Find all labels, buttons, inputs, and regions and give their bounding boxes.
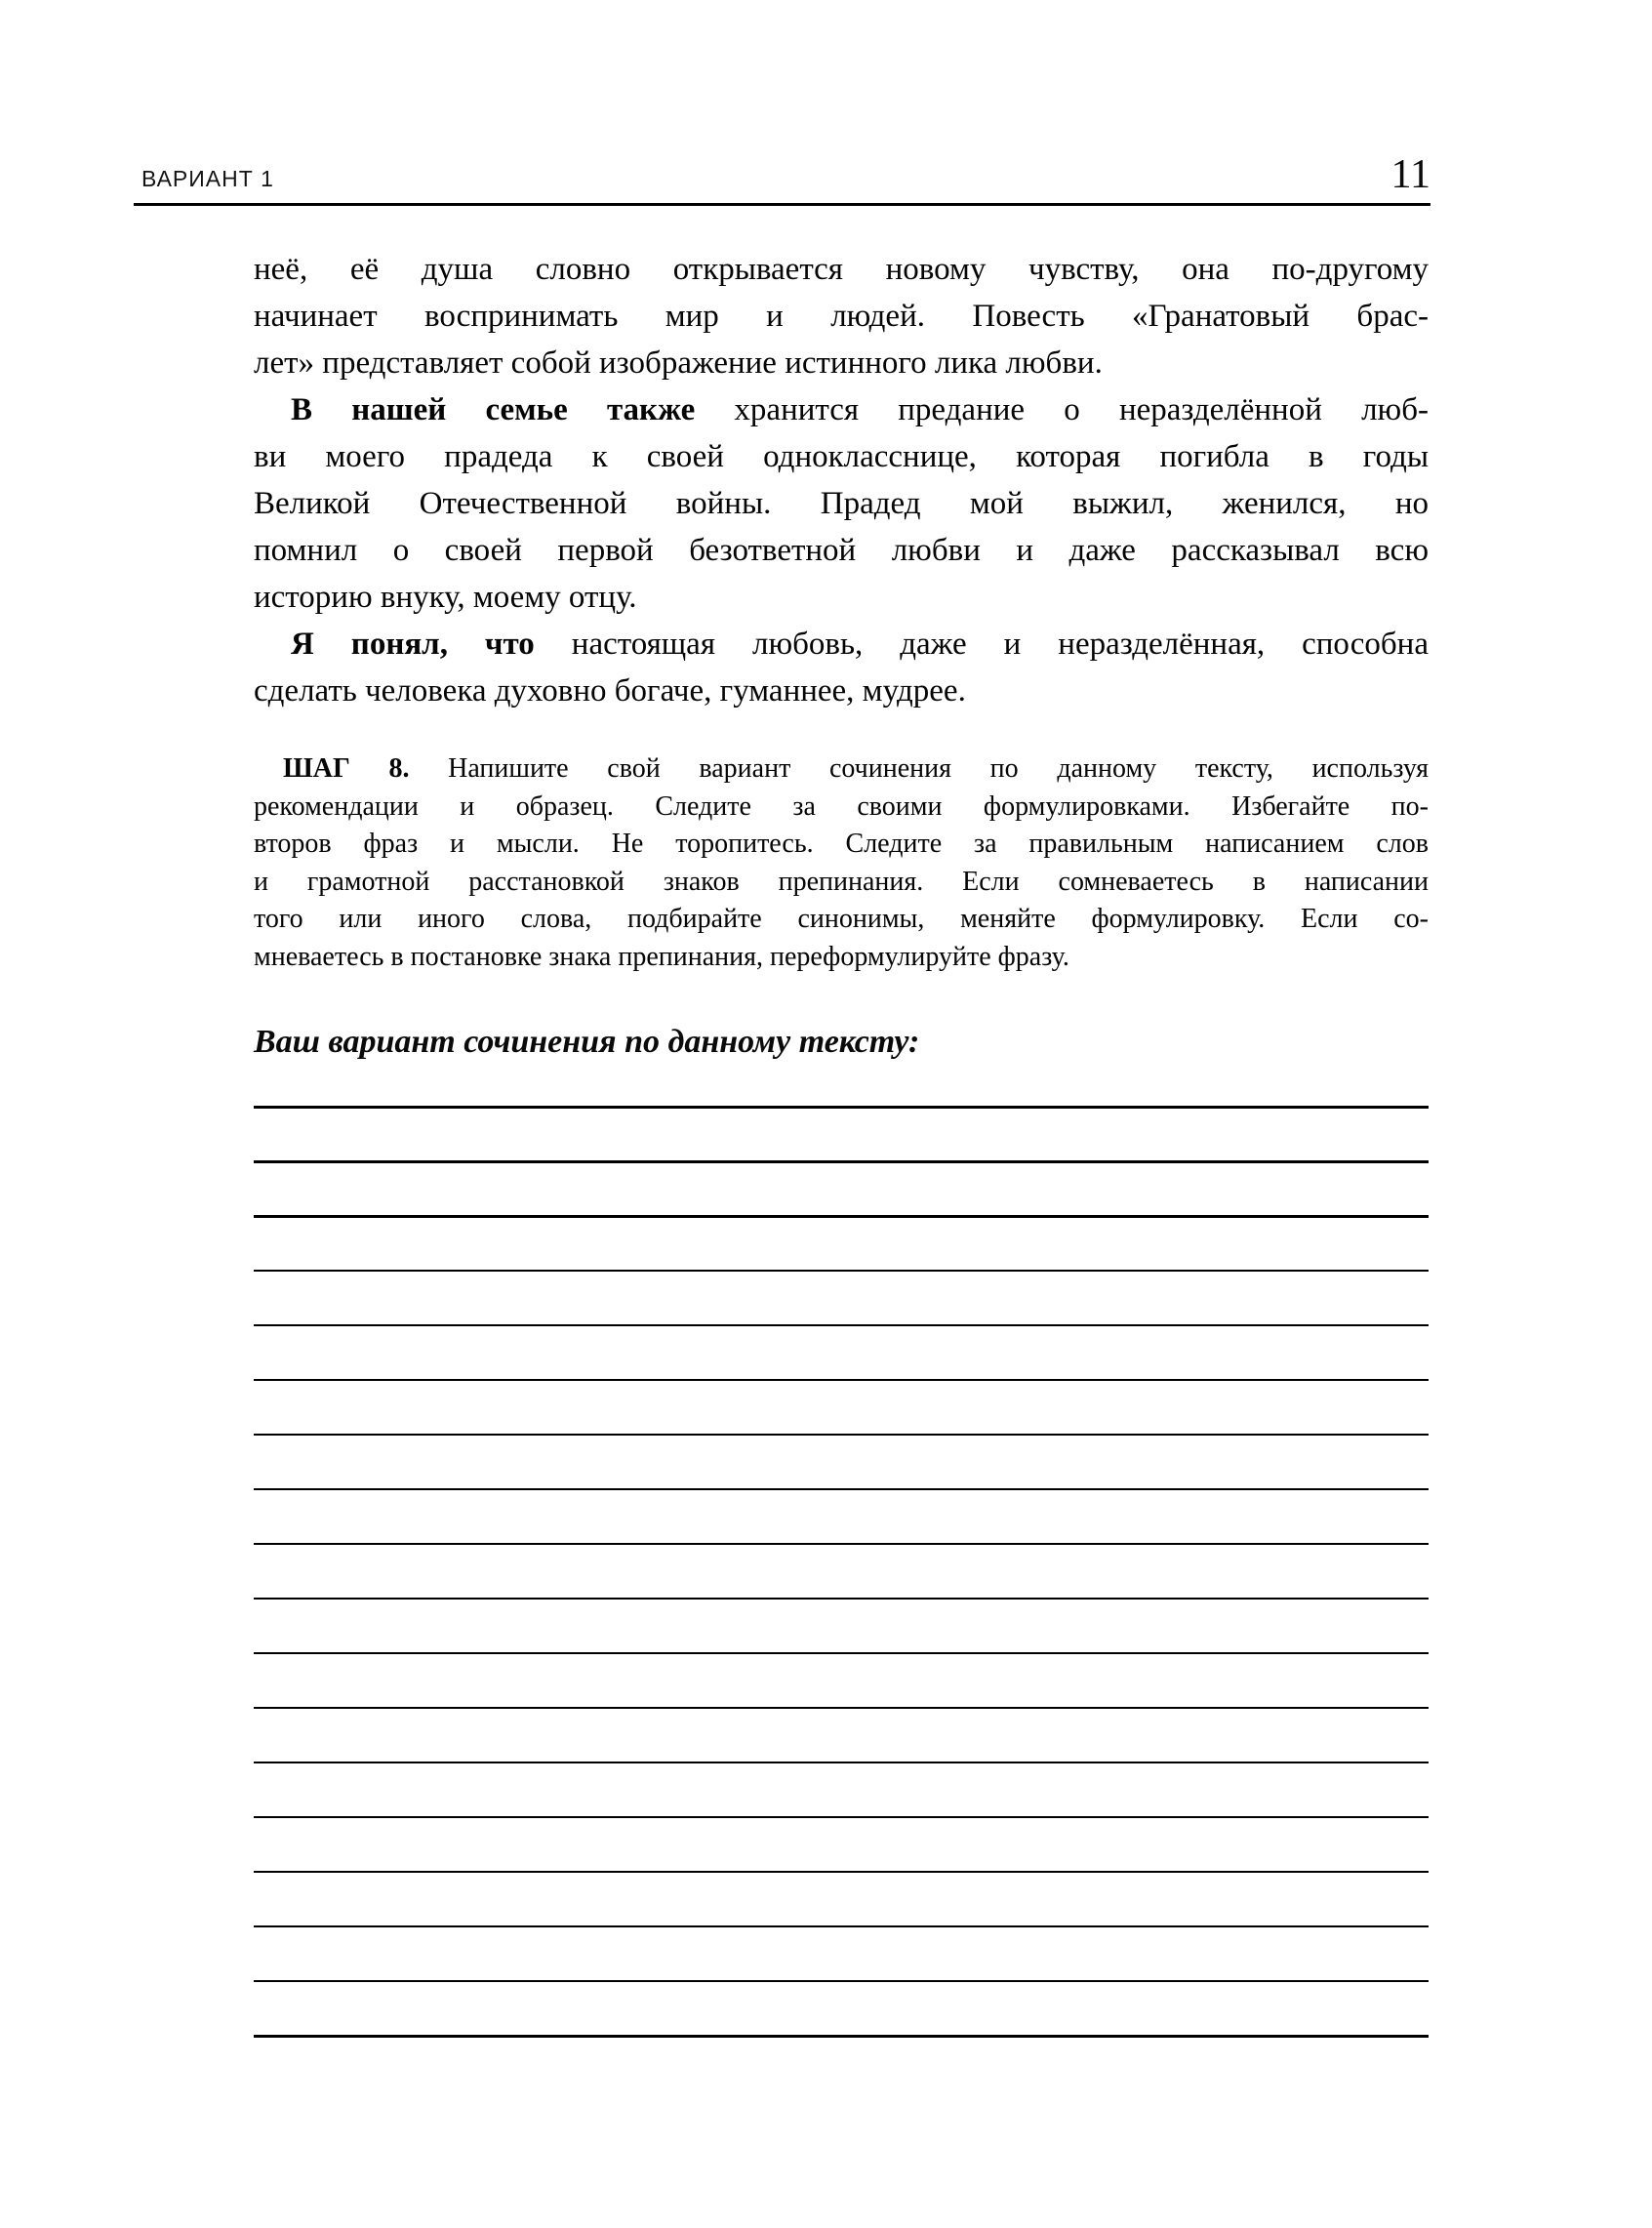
ruled-line: [254, 1434, 1429, 1436]
paragraph-conclusion: [254, 621, 1429, 714]
writing-lines-area: [254, 1106, 1429, 2039]
variant-label: ВАРИАНТ 1: [141, 166, 274, 191]
text-line: лет» представляет собой изображение истинного лика любви.: [254, 345, 1103, 381]
ruled-line: [254, 1652, 1429, 1654]
ruled-line: [254, 1270, 1429, 1272]
ruled-line: [254, 1980, 1429, 1982]
step-8-instructions: [254, 750, 1429, 976]
text-line: ШАГ 8. Напишите свой вариант сочинения по данному тексту, используя: [283, 753, 1429, 784]
essay-prompt-heading: Ваш вариант сочинения по данному тексту:: [254, 1024, 920, 1060]
ruled-line: [254, 1106, 1429, 1109]
paragraph-family-story: [254, 386, 1429, 621]
text-line: второв фраз и мысли. Не торопитесь. Следите за правильным написанием слов: [254, 829, 1429, 859]
ruled-line: [254, 1324, 1429, 1326]
bold-lead: Я понял, что: [291, 627, 535, 662]
text-line: мневаетесь в постановке знака препинания, переформулируйте фразу.: [254, 941, 1069, 972]
text-line: Великой Отечественной войны. Прадед мой выжил, женился, но: [254, 486, 1429, 521]
essay-sample-text: [254, 246, 1429, 714]
text-line: В нашей семье также хранится предание о неразделённой люб-: [291, 392, 1429, 427]
ruled-line: [254, 1160, 1429, 1163]
text-line: сделать человека духовно богаче, гуманнее, мудрее.: [254, 673, 966, 709]
ruled-line: [254, 1543, 1429, 1545]
ruled-line: [254, 1215, 1429, 1218]
text-line: начинает воспринимать мир и людей. Повесть «Гранатовый брас-: [254, 299, 1429, 334]
ruled-line: [254, 1925, 1429, 1927]
text-line: Я понял, что настоящая любовь, даже и неразделённая, способна: [291, 627, 1429, 662]
text-line: рекомендации и образец. Следите за своими формулировками. Избегайте по-: [254, 790, 1429, 822]
ruled-line: [254, 1871, 1429, 1873]
ruled-line: [254, 1762, 1429, 1763]
bold-lead: ШАГ 8.: [283, 753, 410, 784]
paragraph-ending: [254, 246, 1429, 386]
text-line: неё, её душа словно открывается новому чувству, она по-другому: [254, 252, 1429, 287]
text-line: помнил о своей первой безответной любви и даже рассказывал всю: [254, 533, 1429, 568]
text-line: ви моего прадеда к своей однокласснице, которая погибла в годы: [254, 439, 1429, 474]
ruled-line: [254, 1707, 1429, 1709]
ruled-line: [254, 1488, 1429, 1490]
bold-lead: В нашей семье также: [291, 392, 696, 427]
text-line: того или иного слова, подбирайте синонимы, меняйте формулировку. Если со-: [254, 904, 1429, 934]
text-line: и грамотной расстановкой знаков препинания. Если сомневаетесь в написании: [254, 866, 1429, 897]
text-line: историю внуку, моему отцу.: [254, 580, 637, 615]
page-number: 11: [1390, 152, 1430, 197]
ruled-line: [254, 1379, 1429, 1381]
ruled-line: [254, 1598, 1429, 1600]
header-rule: [134, 203, 1430, 206]
ruled-line: [254, 1816, 1429, 1818]
ruled-line: [254, 2035, 1429, 2038]
